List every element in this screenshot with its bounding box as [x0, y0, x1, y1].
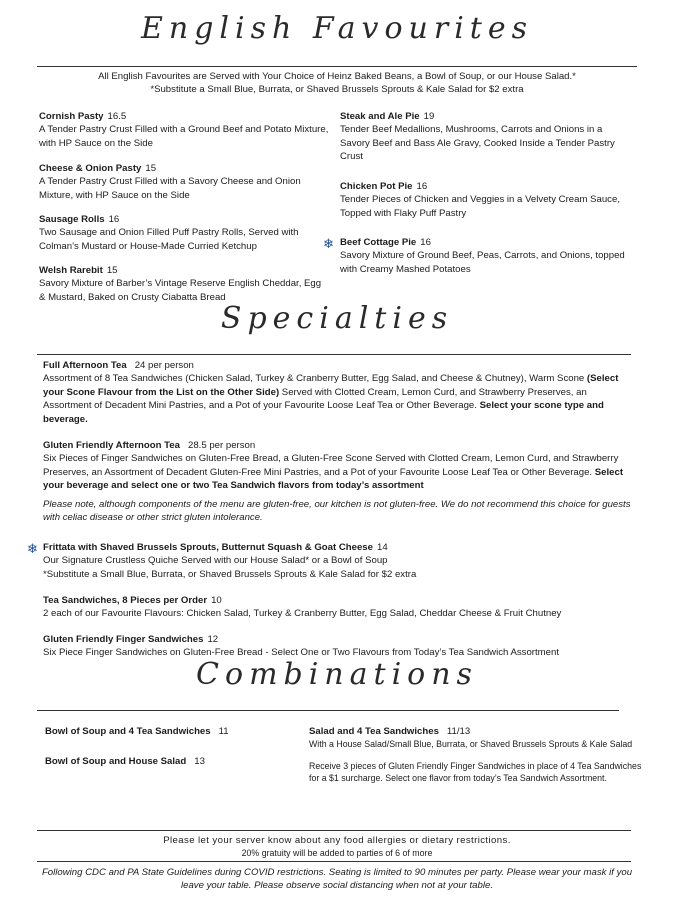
menu-item-gluten-friendly-afternoon-tea: [43, 439, 633, 524]
item-name: Gluten Friendly Finger Sandwiches: [43, 634, 204, 645]
item-name: Steak and Ale Pie: [340, 111, 420, 122]
divider: [37, 710, 619, 711]
menu-item-steak-ale-pie: [340, 110, 630, 164]
menu-item-chicken-pot-pie: [340, 180, 630, 220]
item-description: Savory Mixture of Ground Beef, Peas, Carrots, and Onions, topped with Creamy Mashed Potatoes: [340, 250, 625, 275]
item-price: 16: [108, 214, 120, 225]
item-description: Our Signature Crustless Quiche Served with our House Salad* or a Bowl of Soup: [43, 555, 388, 567]
snowflake-icon: ❄: [323, 236, 334, 251]
item-description: Six Pieces of Finger Sandwiches on Gluten-Free Bread, a Gluten-Free Scone Served with Clotted Cream, Lemon Curd, and Strawberry Preserves, an Assortment of Decadent Gluten-Free Mini Pastries, and a Pot of your Favourite Loose Leaf Tea or Other Beverage. Select your beverage and select one or two Tea Sandwich flavors from today’s assortment: [43, 453, 624, 492]
menu-item-cornish-pasty: [39, 110, 329, 150]
item-price: 11: [218, 726, 229, 737]
item-price: 24 per person: [134, 360, 194, 371]
combo-soup-sandwiches: [45, 725, 295, 738]
item-price: 10: [211, 595, 222, 606]
item-description: With a House Salad/Small Blue, Burrata, or Shaved Brussels Sprouts & Kale Salad: [309, 739, 633, 750]
item-name: Beef Cottage Pie: [340, 237, 417, 248]
menu-item-tea-sandwiches: [43, 594, 643, 621]
allergy-notice: Please let your server know about any food allergies or dietary restrictions.: [163, 835, 511, 846]
item-price: 19: [423, 111, 435, 122]
item-description: *Substitute a Small Blue, Burrata, or Shaved Brussels Sprouts & Kale Salad for $2 extra: [43, 568, 417, 580]
item-name: Cheese & Onion Pasty: [39, 163, 142, 174]
gluten-friendly-note: Receive 3 pieces of Gluten Friendly Finger Sandwiches in place of 4 Tea Sandwiches for a $1 surcharge. Select one flavor from today’s Tea Sandwich Assortment.: [309, 761, 642, 784]
item-price: 16: [416, 181, 428, 192]
covid-notice: Following CDC and PA State Guidelines during COVID restrictions. Seating is limited to 90 minutes per party. Please wear your mask if you leave your table. Please observe social distancing when not at your table.: [41, 867, 633, 892]
item-price: 15: [145, 163, 157, 174]
item-name: Tea Sandwiches, 8 Pieces per Order: [43, 595, 208, 606]
item-name: Cornish Pasty: [39, 111, 104, 122]
item-name: Sausage Rolls: [39, 214, 105, 225]
item-price: 14: [376, 542, 388, 553]
menu-item-frittata: [43, 541, 633, 581]
menu-item-gluten-friendly-finger-sandwiches: [43, 633, 643, 660]
menu-item-beef-cottage-pie: [340, 236, 630, 276]
item-name: Welsh Rarebit: [39, 265, 103, 276]
item-name: Salad and 4 Tea Sandwiches: [309, 726, 439, 737]
item-description: Two Sausage and Onion Filled Puff Pastry Rolls, Served with Colman’s Mustard or House-Made Curried Ketchup: [39, 227, 299, 252]
item-description: A Tender Pastry Crust Filled with a Savory Cheese and Onion Mixture, with HP Sauce on the Side: [39, 176, 301, 201]
gratuity-notice: 20% gratuity will be added to parties of 6 of more: [241, 848, 433, 858]
item-description: Assortment of 8 Tea Sandwiches (Chicken Salad, Turkey & Cranberry Butter, Egg Salad, and Cheese & Chutney), Warm Scone (Select your Scone Flavour from the List on the Other Side) Served with Clotted Cream, Lemon Curd, and Strawberry Preserves, an Assortment of Decadent Mini Pastries, and a Pot of your Favourite Loose Leaf Tea or Other Beverage. Select your scone type and beverage.: [43, 373, 619, 425]
item-name: Frittata with Shaved Brussels Sprouts, Butternut Squash & Goat Cheese: [43, 542, 373, 553]
specialties-title: Specialties: [220, 301, 454, 336]
menu-item-cheese-onion-pasty: [39, 162, 329, 202]
item-description: Tender Beef Medallions, Mushrooms, Carrots and Onions in a Savory Beef and Bass Ale Gravy, Cooked Inside a Tender Pastry Crust: [340, 124, 615, 163]
item-description: 2 each of our Favourite Flavours: Chicken Salad, Turkey & Cranberry Butter, Egg Salad, Cheddar Cheese & Fruit Chutney: [43, 608, 562, 620]
english-note-1: All English Favourites are Served with Your Choice of Heinz Baked Beans, a Bowl of Soup, or our House Salad.*: [98, 71, 576, 82]
item-name: Bowl of Soup and House Salad: [45, 756, 187, 767]
item-description: Tender Pieces of Chicken and Veggies in a Velvety Cream Sauce, Topped with Flaky Puff Pastry: [340, 194, 620, 219]
item-price: 11/13: [446, 726, 471, 737]
english-favourites-title: English Favourites: [140, 11, 533, 46]
item-name: Bowl of Soup and 4 Tea Sandwiches: [45, 726, 211, 737]
menu-item-welsh-rarebit: [39, 264, 329, 304]
combo-soup-salad: [45, 755, 295, 768]
combinations-title: Combinations: [196, 657, 478, 692]
item-description: A Tender Pastry Crust Filled with a Ground Beef and Potato Mixture, with HP Sauce on the Side: [39, 124, 329, 149]
item-price: 12: [207, 634, 219, 645]
item-name: Chicken Pot Pie: [340, 181, 413, 192]
menu-item-full-afternoon-tea: [43, 359, 633, 426]
item-price: 16.5: [107, 111, 127, 122]
divider: [37, 66, 637, 67]
item-price: 15: [106, 265, 118, 276]
snowflake-icon: ❄: [27, 541, 38, 556]
combo-salad-sandwiches: [309, 725, 654, 784]
divider: [37, 861, 631, 862]
item-price: 13: [194, 756, 205, 767]
item-name: Gluten Friendly Afternoon Tea: [43, 440, 180, 451]
item-price: 16: [420, 237, 431, 248]
english-note-2: *Substitute a Small Blue, Burrata, or Shaved Brussels Sprouts & Kale Salad for $2 extra: [150, 84, 524, 95]
divider: [37, 354, 631, 355]
item-price: 28.5 per person: [187, 440, 256, 451]
item-name: Full Afternoon Tea: [43, 360, 127, 371]
divider: [37, 830, 631, 831]
item-description: Savory Mixture of Barber’s Vintage Reserve English Cheddar, Egg & Mustard, Baked on Crusty Ciabatta Bread: [39, 278, 322, 303]
item-description: Six Piece Finger Sandwiches on Gluten-Free Bread - Select One or Two Flavours from Today’s Tea Sandwich Assortment: [43, 647, 559, 659]
gluten-warning: Please note, although components of the menu are gluten-free, our kitchen is not gluten-free. We do not recommend this choice for guests with celiac disease or other strict gluten intolerance.: [43, 498, 631, 524]
menu-item-sausage-rolls: [39, 213, 329, 253]
